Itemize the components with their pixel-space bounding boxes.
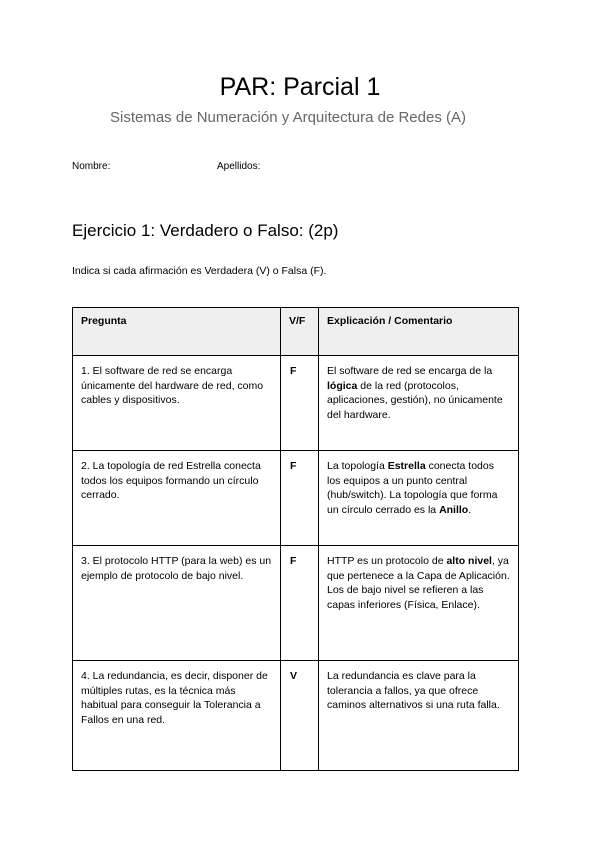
question-cell: 4. La redundancia, es decir, disponer de múltiples rutas, es la técnica más habitual para conseguir la Tolerancia a Fallos en una red. — [73, 661, 281, 771]
answer-cell: F — [281, 546, 319, 661]
true-false-table — [72, 307, 519, 771]
explanation-text: La topología — [327, 460, 388, 472]
header-explanation: Explicación / Comentario — [319, 308, 519, 356]
explanation-text: La redundancia es clave para la tolerancia a fallos, ya que ofrece caminos alternativos si una ruta falla. — [327, 670, 500, 711]
surname-label: Apellidos: — [217, 161, 261, 172]
explanation-cell — [319, 451, 519, 546]
explanation-cell — [319, 546, 519, 661]
explanation-text: , ya que pertenece a la Capa de Aplicación. Los de bajo nivel se refieren a las capas inferiores (Física, Enlace). — [327, 555, 510, 611]
answer-cell: V — [281, 661, 319, 771]
explanation-text: HTTP es un protocolo de — [327, 555, 447, 567]
explanation-bold: Anillo — [439, 503, 469, 516]
explanation-bold: Estrella — [387, 460, 426, 472]
table-row — [73, 356, 519, 451]
exercise-instruction: Indica si cada afirmación es Verdadera (V) o Falsa (F). — [72, 265, 327, 277]
explanation-bold: alto nivel — [446, 555, 492, 567]
table-row — [73, 661, 519, 771]
explanation-cell — [319, 356, 519, 451]
table-row — [73, 546, 519, 661]
question-cell: 3. El protocolo HTTP (para la web) es un ejemplo de protocolo de bajo nivel. — [73, 546, 281, 661]
question-cell: 2. La topología de red Estrella conecta todos los equipos formando un círculo cerrado. — [73, 451, 281, 546]
explanation-text: de la red (protocolos, aplicaciones, gestión), no únicamente del hardware. — [327, 379, 503, 421]
header-vf: V/F — [281, 308, 319, 356]
table-row — [73, 451, 519, 546]
name-label: Nombre: — [72, 161, 111, 172]
header-question: Pregunta — [73, 308, 281, 356]
page-title: PAR: Parcial 1 — [219, 73, 381, 101]
answer-cell: F — [281, 451, 319, 546]
explanation-text: conecta todos los equipos a un punto central (hub/switch). La topología que forma un círculo cerrado es la — [327, 460, 498, 516]
explanation-bold: lógica — [327, 379, 358, 392]
explanation-text: El software de red se encarga de la — [327, 365, 493, 377]
explanation-cell — [319, 661, 519, 771]
explanation-text: . — [468, 503, 472, 516]
table-header-row — [73, 308, 519, 356]
exercise-title: Ejercicio 1: Verdadero o Falso: (2p) — [72, 221, 339, 240]
answer-cell: F — [281, 356, 319, 451]
question-cell: 1. El software de red se encarga únicamente del hardware de red, como cables y dispositivos. — [73, 356, 281, 451]
page-subtitle: Sistemas de Numeración y Arquitectura de Redes (A) — [110, 109, 466, 126]
